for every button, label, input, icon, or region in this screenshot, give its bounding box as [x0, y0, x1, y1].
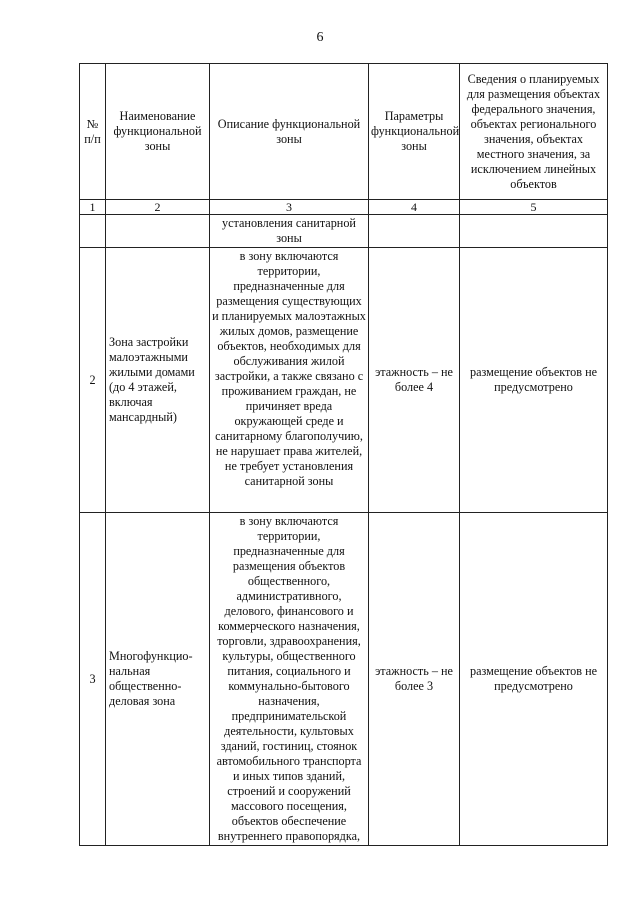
header-zone-description: Описание функциональной зоны: [210, 64, 369, 200]
header-zone-name: Наименование функциональной зоны: [106, 64, 210, 200]
planned-objects: размещение объектов не предусмотрено: [460, 513, 608, 846]
zone-name: Многофункцио-нальная общественно-деловая зона: [106, 513, 210, 846]
continuation-row: [80, 215, 608, 248]
zone-parameters: этажность – не более 4: [369, 248, 460, 513]
empty-cell: [106, 215, 210, 248]
zone-name: Зона застройки малоэтажными жилыми домами (до 4 этажей, включая мансардный): [106, 248, 210, 513]
row-number: 3: [80, 513, 106, 846]
table-header-row: [80, 64, 608, 200]
table-row: [80, 513, 608, 846]
header-zone-parameters: Параметры функциональной зоны: [369, 64, 460, 200]
header-planned-objects: Сведения о планируемых для размещения объектах федерального значения, объектах регионального значения, объектах местного значения, за исключением линейных объектов: [460, 64, 608, 200]
column-number: 3: [210, 200, 369, 215]
planned-objects: размещение объектов не предусмотрено: [460, 248, 608, 513]
page-number: 6: [316, 30, 324, 45]
continued-description: установления санитарной зоны: [210, 215, 369, 248]
empty-cell: [369, 215, 460, 248]
column-number: 4: [369, 200, 460, 215]
empty-cell: [460, 215, 608, 248]
column-number: 2: [106, 200, 210, 215]
column-number: 5: [460, 200, 608, 215]
zone-parameters: этажность – не более 3: [369, 513, 460, 846]
row-number: 2: [80, 248, 106, 513]
functional-zones-table: [79, 63, 608, 846]
header-number: № п/п: [80, 64, 106, 200]
zone-description: в зону включаются территории, предназначенные для размещения существующих и планируемых малоэтажных жилых домов, размещение объектов, необходимых для обслуживания жилой застройки, а также связано с проживанием граждан, не причиняет вреда окружающей среде и санитарному благополучию, не нарушает права жителей, не требует установления санитарной зоны: [210, 248, 369, 513]
column-number-row: [80, 200, 608, 215]
column-number: 1: [80, 200, 106, 215]
empty-cell: [80, 215, 106, 248]
zone-description: в зону включаются территории, предназначенные для размещения объектов общественного, административного, делового, финансового и коммерческого назначения, торговли, здравоохранения, культуры, общественного питания, социального и коммунально-бытового назначения, предпринимательской деятельности, культовых зданий, гостиниц, стоянок автомобильного транспорта и иных типов зданий, строений и сооружений массового посещения, объектов обеспечение внутреннего правопорядка,: [210, 513, 369, 846]
table-row: [80, 248, 608, 513]
